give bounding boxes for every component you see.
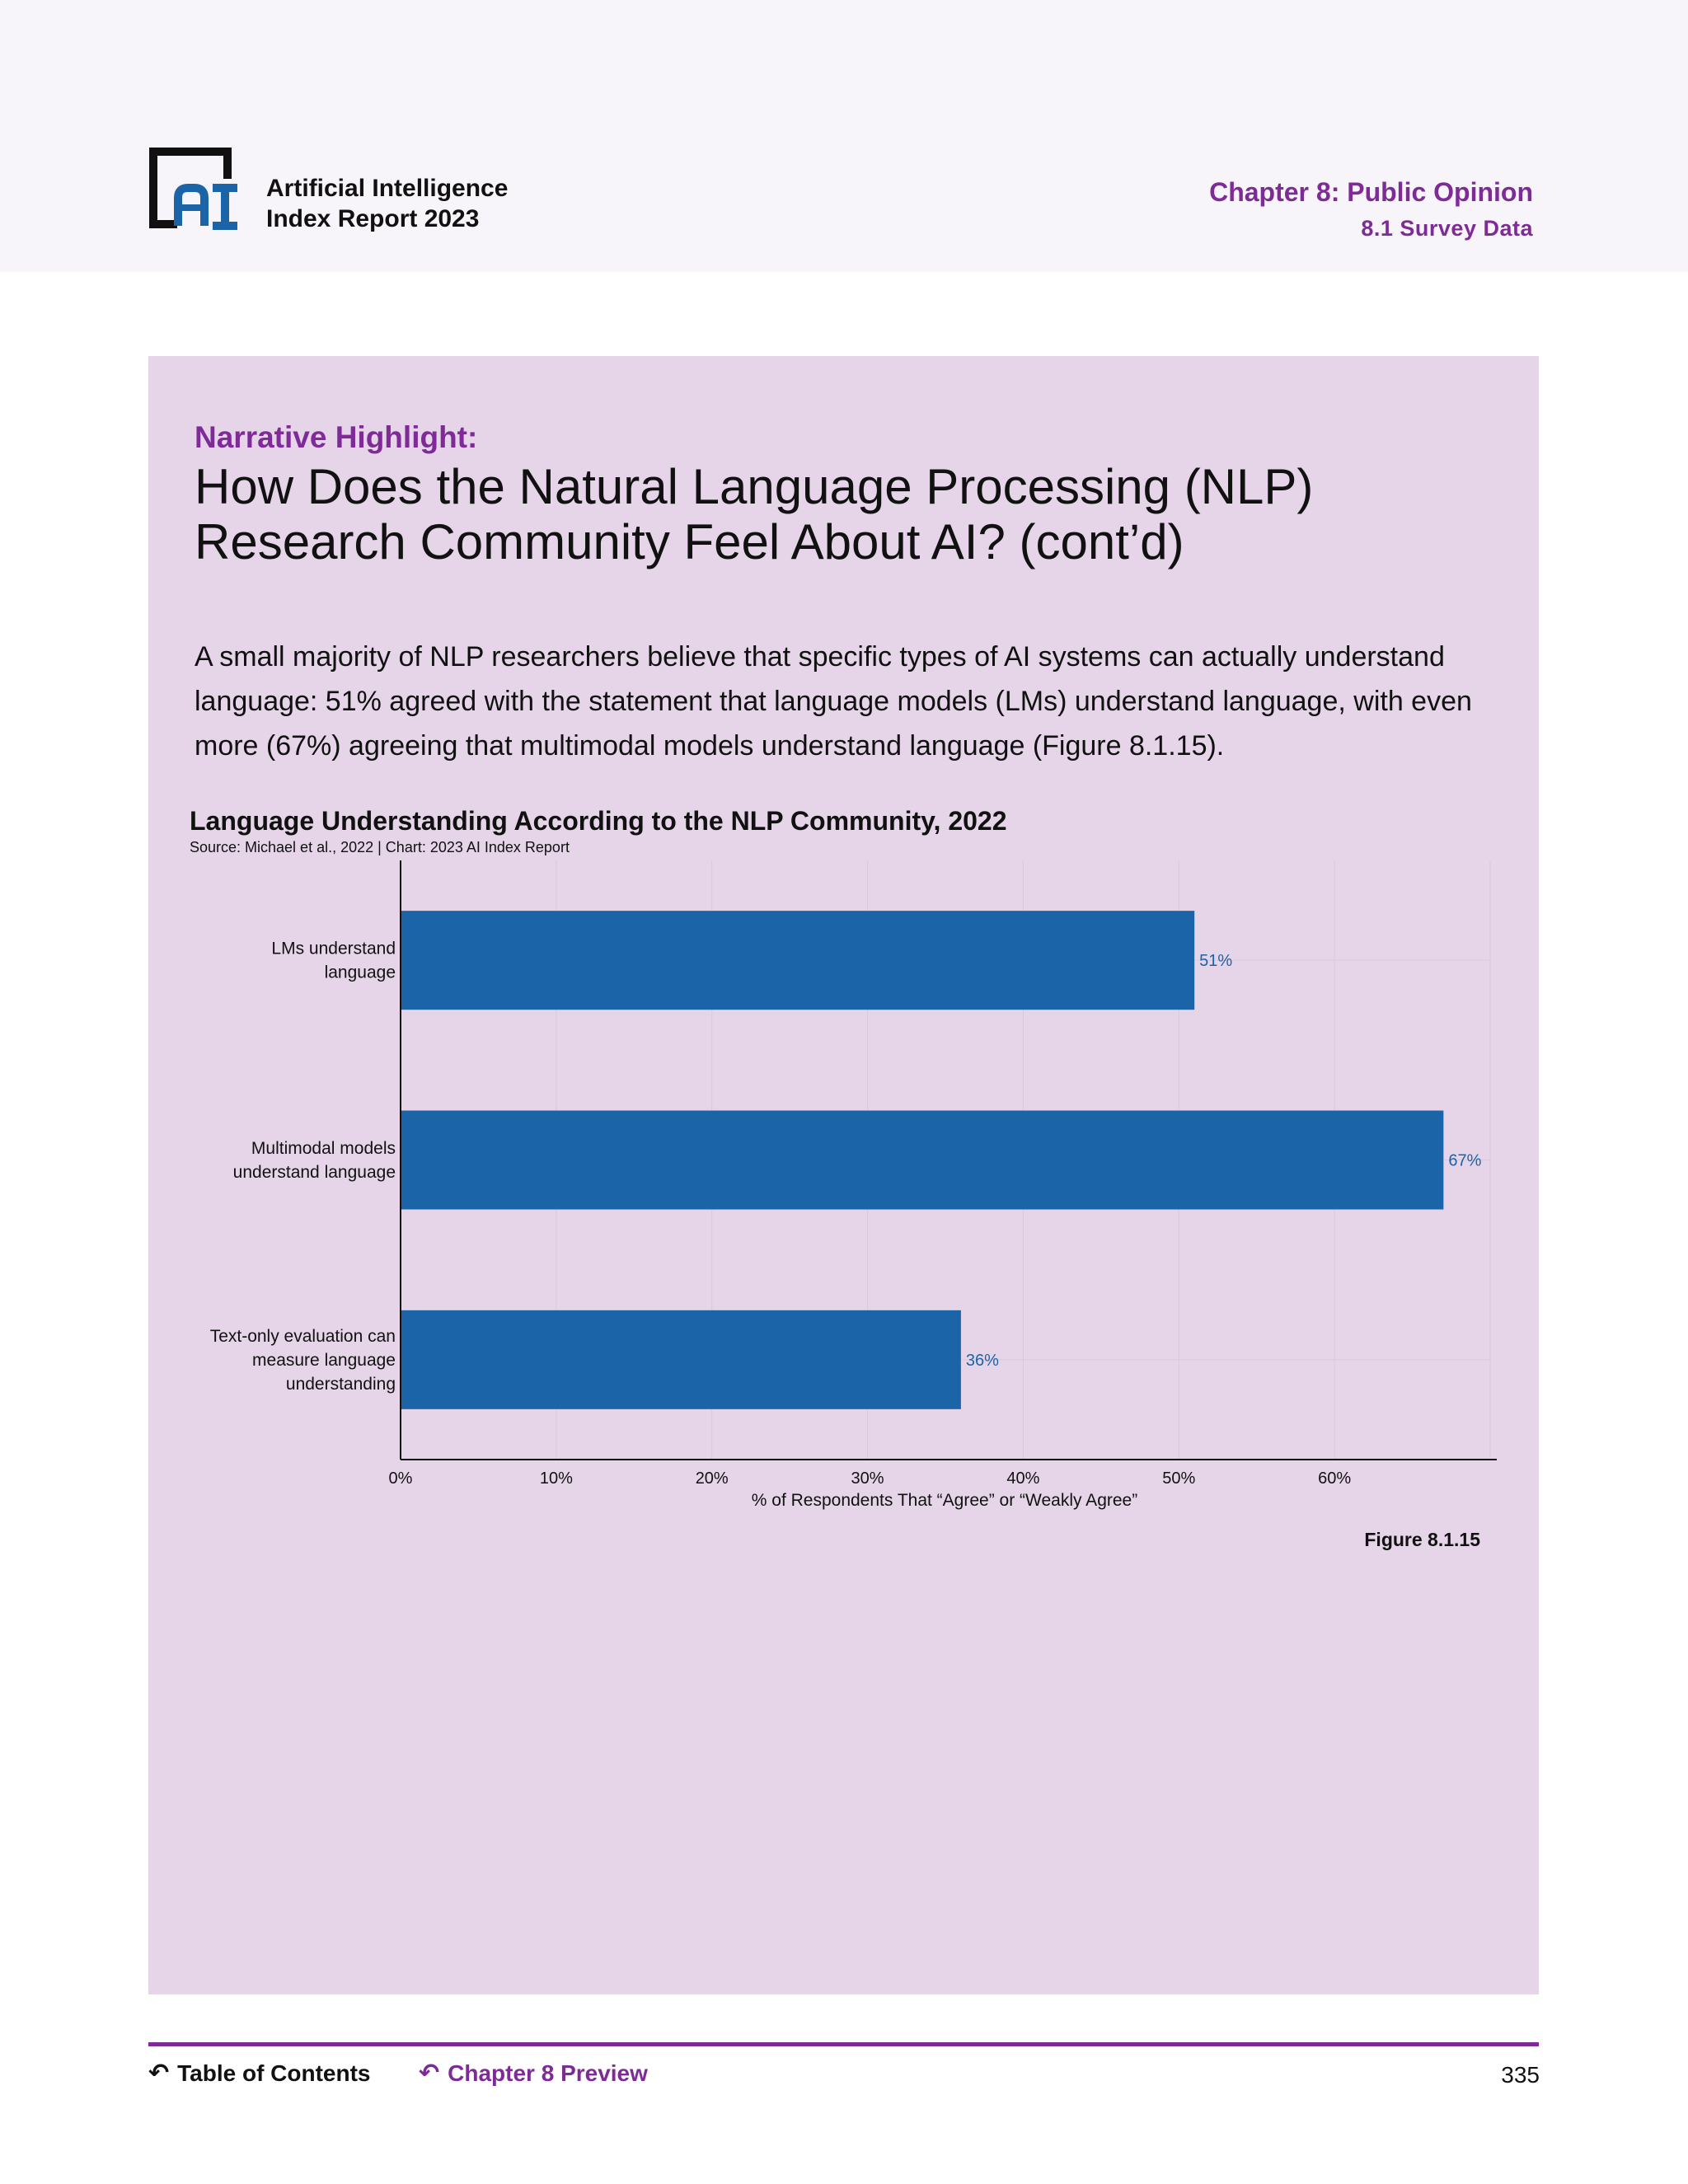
brand-line-2: Index Report 2023 [266,205,480,232]
table-of-contents-link[interactable] [148,2060,371,2087]
figure-label: Figure 8.1.15 [1364,1529,1480,1550]
chapter-preview-label: Chapter 8 Preview [448,2060,648,2086]
footer-divider [148,2042,1539,2046]
chart-title: Language Understanding According to the NLP Community, 2022 [190,806,1007,836]
bar [401,1310,961,1409]
toc-label: Table of Contents [177,2060,371,2086]
category-label: measure language [252,1350,396,1370]
bar-value-label: 51% [1199,952,1233,971]
brand-line-1: Artificial Intelligence [266,175,509,202]
bar [401,911,1194,1010]
category-label: Multimodal models [251,1139,396,1158]
chart-source: Source: Michael et al., 2022 | Chart: 2023 AI Index Report [190,839,570,855]
category-label: language [324,963,396,982]
category-label: Text-only evaluation can [209,1326,396,1346]
narrative-eyebrow: Narrative Highlight: [195,420,478,454]
headline-line-1: How Does the Natural Language Processing (NLP) [195,459,1314,514]
body-paragraph: A small majority of NLP researchers believe that specific types of AI systems can actually understand language: 51% agreed with the statement that language models (LMs) understand language, with even more (67%) agreeing that multimodal models understand language (Figure 8.1.15). [195,641,1472,762]
x-tick-label: 50% [1162,1469,1196,1488]
x-tick-label: 30% [851,1469,884,1488]
chapter-title: Chapter 8: Public Opinion [1209,177,1533,207]
category-label: LMs understand [271,939,396,958]
page-number: 335 [1501,2062,1540,2088]
x-tick-label: 40% [1006,1469,1040,1488]
category-label: understand language [232,1163,396,1182]
headline-line-2: Research Community Feel About AI? (cont’d) [195,514,1184,569]
x-axis-title: % of Respondents That “Agree” or “Weakly Agree” [751,1491,1138,1510]
section-title: 8.1 Survey Data [1361,216,1533,241]
x-tick-label: 0% [388,1469,413,1488]
category-label: understanding [285,1374,396,1394]
bar-value-label: 36% [965,1351,999,1370]
return-arrow-icon: ↶ [419,2060,440,2087]
bar-value-label: 67% [1448,1151,1482,1170]
return-arrow-icon: ↶ [148,2060,170,2087]
x-tick-label: 60% [1318,1469,1352,1488]
bar [401,1111,1443,1210]
chapter-preview-link[interactable] [419,2060,648,2087]
x-tick-label: 20% [695,1469,729,1488]
x-tick-label: 10% [539,1469,573,1488]
